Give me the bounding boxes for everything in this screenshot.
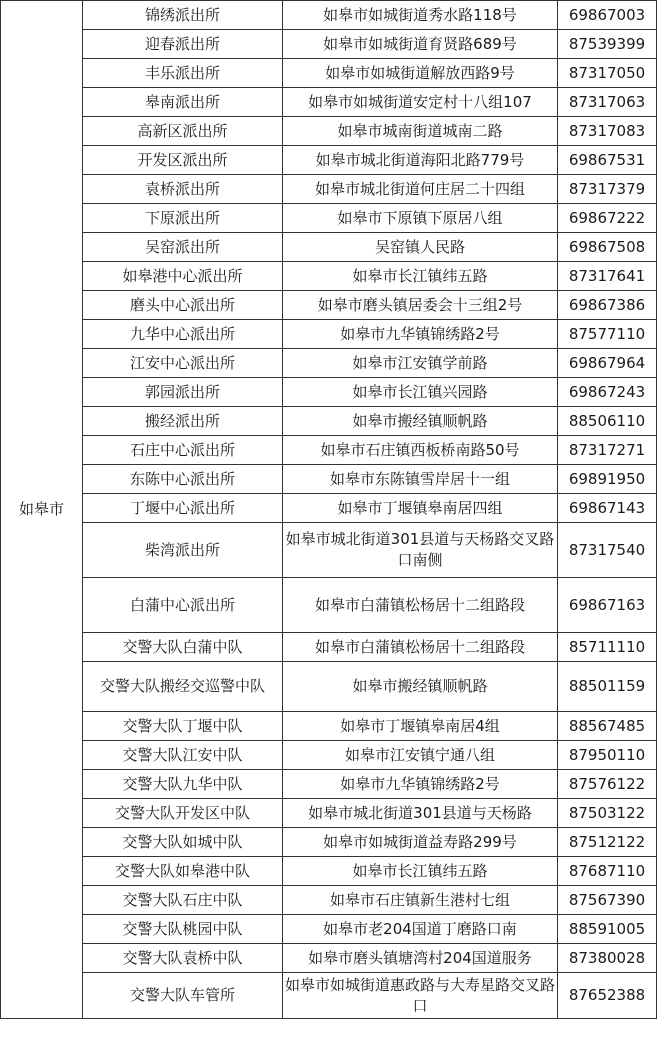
- station-phone-cell: 69867386: [558, 291, 657, 320]
- station-name-cell: 江安中心派出所: [83, 349, 283, 378]
- station-phone-cell: 69867964: [558, 349, 657, 378]
- station-address-cell: 如皋市磨头镇塘湾村204国道服务: [283, 944, 558, 973]
- station-address-cell: 如皋市白蒲镇松杨居十二组路段: [283, 633, 558, 662]
- station-name-cell: 交警大队白蒲中队: [83, 633, 283, 662]
- table-row: [1, 117, 657, 146]
- station-phone-cell: 69891950: [558, 465, 657, 494]
- station-name-cell: 交警大队车管所: [83, 973, 283, 1019]
- table-row: [1, 59, 657, 88]
- station-phone-cell: 88501159: [558, 662, 657, 712]
- station-phone-cell: 87567390: [558, 886, 657, 915]
- station-phone-cell: 87512122: [558, 828, 657, 857]
- table-row: [1, 770, 657, 799]
- station-name-cell: 交警大队石庄中队: [83, 886, 283, 915]
- station-address-cell: 如皋市老204国道丁磨路口南: [283, 915, 558, 944]
- station-address-cell: 如皋市搬经镇顺帆路: [283, 662, 558, 712]
- station-phone-cell: 69867508: [558, 233, 657, 262]
- table-row: [1, 712, 657, 741]
- station-address-cell: 如皋市长江镇纬五路: [283, 262, 558, 291]
- station-name-cell: 交警大队丁堰中队: [83, 712, 283, 741]
- station-name-cell: 柴湾派出所: [83, 523, 283, 578]
- station-name-cell: 交警大队搬经交巡警中队: [83, 662, 283, 712]
- table-row: [1, 262, 657, 291]
- table-row: [1, 146, 657, 175]
- station-address-cell: 如皋市丁堰镇皋南居四组: [283, 494, 558, 523]
- table-row: [1, 828, 657, 857]
- table-row: [1, 204, 657, 233]
- station-name-cell: 交警大队桃园中队: [83, 915, 283, 944]
- station-name-cell: 磨头中心派出所: [83, 291, 283, 320]
- station-address-cell: 吴窑镇人民路: [283, 233, 558, 262]
- station-name-cell: 锦绣派出所: [83, 1, 283, 30]
- station-phone-cell: 88567485: [558, 712, 657, 741]
- station-name-cell: 交警大队袁桥中队: [83, 944, 283, 973]
- station-phone-cell: 87317271: [558, 436, 657, 465]
- table-row: [1, 378, 657, 407]
- station-phone-cell: 88506110: [558, 407, 657, 436]
- station-address-cell: 如皋市磨头镇居委会十三组2号: [283, 291, 558, 320]
- station-address-cell: 如皋市如城街道益寿路299号: [283, 828, 558, 857]
- station-phone-cell: 69867243: [558, 378, 657, 407]
- station-address-cell: 如皋市江安镇宁通八组: [283, 741, 558, 770]
- table-row: [1, 494, 657, 523]
- station-phone-cell: 69867143: [558, 494, 657, 523]
- station-phone-cell: 87652388: [558, 973, 657, 1019]
- table-body: [1, 1, 657, 1019]
- station-address-cell: 如皋市东陈镇雪岸居十一组: [283, 465, 558, 494]
- station-phone-cell: 87503122: [558, 799, 657, 828]
- station-address-cell: 如皋市丁堰镇皋南居4组: [283, 712, 558, 741]
- station-address-cell: 如皋市城北街道海阳北路779号: [283, 146, 558, 175]
- station-phone-cell: 87380028: [558, 944, 657, 973]
- station-name-cell: 开发区派出所: [83, 146, 283, 175]
- station-address-cell: 如皋市白蒲镇松杨居十二组路段: [283, 578, 558, 633]
- station-name-cell: 丁堰中心派出所: [83, 494, 283, 523]
- station-name-cell: 高新区派出所: [83, 117, 283, 146]
- station-name-cell: 九华中心派出所: [83, 320, 283, 349]
- station-phone-cell: 87317063: [558, 88, 657, 117]
- station-address-cell: 如皋市长江镇兴园路: [283, 378, 558, 407]
- table-row: [1, 175, 657, 204]
- station-address-cell: 如皋市长江镇纬五路: [283, 857, 558, 886]
- station-phone-cell: 87576122: [558, 770, 657, 799]
- station-phone-cell: 87317540: [558, 523, 657, 578]
- station-name-cell: 石庄中心派出所: [83, 436, 283, 465]
- station-name-cell: 吴窑派出所: [83, 233, 283, 262]
- station-name-cell: 下原派出所: [83, 204, 283, 233]
- station-address-cell: 如皋市下原镇下原居八组: [283, 204, 558, 233]
- station-phone-cell: 87317641: [558, 262, 657, 291]
- station-address-cell: 如皋市如城街道育贤路689号: [283, 30, 558, 59]
- table-row: [1, 30, 657, 59]
- station-name-cell: 搬经派出所: [83, 407, 283, 436]
- station-phone-cell: 69867531: [558, 146, 657, 175]
- station-address-cell: 如皋市石庄镇新生港村七组: [283, 886, 558, 915]
- table-row: [1, 320, 657, 349]
- station-address-cell: 如皋市城北街道301县道与天杨路交叉路口南侧: [283, 523, 558, 578]
- table-row: [1, 465, 657, 494]
- station-name-cell: 白蒲中心派出所: [83, 578, 283, 633]
- table-row: [1, 523, 657, 578]
- station-phone-cell: 88591005: [558, 915, 657, 944]
- table-row: [1, 944, 657, 973]
- table-row: [1, 915, 657, 944]
- station-phone-cell: 87577110: [558, 320, 657, 349]
- station-phone-cell: 87317379: [558, 175, 657, 204]
- station-phone-cell: 69867222: [558, 204, 657, 233]
- station-name-cell: 交警大队九华中队: [83, 770, 283, 799]
- table-row: [1, 633, 657, 662]
- station-address-cell: 如皋市城北街道301县道与天杨路: [283, 799, 558, 828]
- station-name-cell: 郭园派出所: [83, 378, 283, 407]
- station-phone-cell: 85711110: [558, 633, 657, 662]
- station-phone-cell: 87317083: [558, 117, 657, 146]
- station-address-cell: 如皋市如城街道解放西路9号: [283, 59, 558, 88]
- table-row: [1, 407, 657, 436]
- station-address-cell: 如皋市如城街道惠政路与大寿星路交叉路口: [283, 973, 558, 1019]
- station-phone-cell: 87687110: [558, 857, 657, 886]
- station-name-cell: 交警大队江安中队: [83, 741, 283, 770]
- station-address-cell: 如皋市江安镇学前路: [283, 349, 558, 378]
- table-row: [1, 291, 657, 320]
- city-cell: 如皋市: [1, 1, 83, 1019]
- table-row: [1, 799, 657, 828]
- station-address-cell: 如皋市石庄镇西板桥南路50号: [283, 436, 558, 465]
- station-name-cell: 皋南派出所: [83, 88, 283, 117]
- table-row: [1, 436, 657, 465]
- table-row: [1, 857, 657, 886]
- station-address-cell: 如皋市九华镇锦绣路2号: [283, 770, 558, 799]
- station-phone-cell: 69867003: [558, 1, 657, 30]
- station-name-cell: 交警大队开发区中队: [83, 799, 283, 828]
- station-phone-cell: 69867163: [558, 578, 657, 633]
- station-name-cell: 丰乐派出所: [83, 59, 283, 88]
- table-row: [1, 578, 657, 633]
- station-phone-cell: 87317050: [558, 59, 657, 88]
- station-address-cell: 如皋市九华镇锦绣路2号: [283, 320, 558, 349]
- station-name-cell: 如皋港中心派出所: [83, 262, 283, 291]
- station-address-cell: 如皋市如城街道秀水路118号: [283, 1, 558, 30]
- table-row: [1, 741, 657, 770]
- station-name-cell: 东陈中心派出所: [83, 465, 283, 494]
- station-phone-cell: 87950110: [558, 741, 657, 770]
- station-phone-cell: 87539399: [558, 30, 657, 59]
- station-address-cell: 如皋市城南街道城南二路: [283, 117, 558, 146]
- table-row: [1, 1, 657, 30]
- station-name-cell: 交警大队如城中队: [83, 828, 283, 857]
- station-name-cell: 袁桥派出所: [83, 175, 283, 204]
- table-row: [1, 349, 657, 378]
- station-name-cell: 交警大队如皋港中队: [83, 857, 283, 886]
- table-row: [1, 973, 657, 1019]
- table-row: [1, 886, 657, 915]
- table-row: [1, 88, 657, 117]
- station-address-cell: 如皋市搬经镇顺帆路: [283, 407, 558, 436]
- station-name-cell: 迎春派出所: [83, 30, 283, 59]
- station-address-cell: 如皋市如城街道安定村十八组107: [283, 88, 558, 117]
- table-row: [1, 662, 657, 712]
- station-address-cell: 如皋市城北街道何庄居二十四组: [283, 175, 558, 204]
- table-row: [1, 233, 657, 262]
